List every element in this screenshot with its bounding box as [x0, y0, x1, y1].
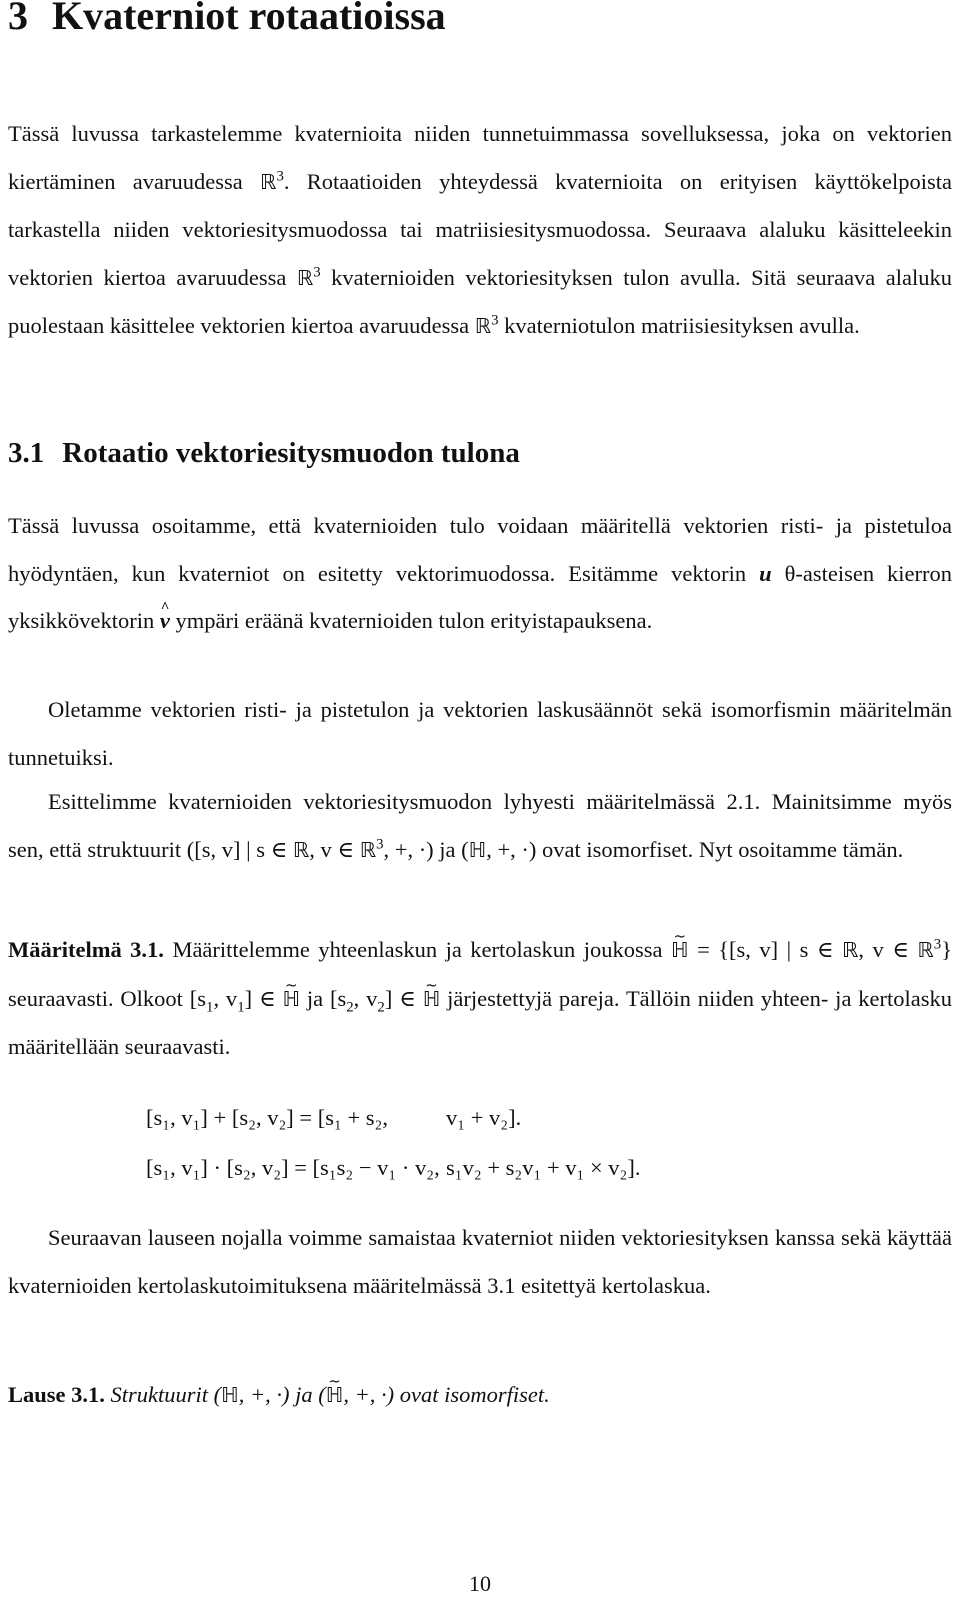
quaternion-tilde-symbol: ~ ℍ: [423, 976, 441, 1024]
paragraph-3: [8, 778, 952, 874]
def-text-7: ja [s: [300, 985, 347, 1011]
p3-mid: , v ∈: [309, 836, 360, 862]
chapter-number: 3: [8, 0, 28, 38]
thm-text-2: , +, ·) ja (: [238, 1382, 326, 1407]
intro-paragraph: [8, 110, 952, 351]
reals-symbol: ℝ: [359, 837, 377, 862]
reals-symbol: ℝ: [296, 265, 314, 290]
p1-text-1: Tässä luvussa osoitamme, että kvaternioiden tulo voidaan määritellä vektorien risti- ja pistetuloa hyödyntäen, kun kvaterniot on esitetty vektorimuodossa. Esitämme vektorin: [8, 513, 952, 586]
p3-ops-2: , +, ·) ovat isomorfiset. Nyt osoitamme tämän.: [486, 836, 904, 862]
quaternion-symbol: ℍ: [221, 1383, 239, 1407]
unit-vector-v: ^ v: [160, 597, 170, 645]
paragraph-4: Seuraavan lauseen nojalla voimme samaistaa kvaterniot niiden vektoriesityksen kanssa sekä käyttää kvaternioiden kertolaskutoimituksena määritelmässä 3.1 esitettyä kertolaskua.: [8, 1225, 952, 1298]
def-text-5: , v: [213, 985, 238, 1011]
quaternion-tilde-symbol: ~ ℍ: [671, 927, 689, 975]
exponent: 3: [933, 936, 942, 953]
definition-label: Määritelmä 3.1.: [8, 937, 164, 962]
thm-text-1: Struktuurit (: [110, 1382, 222, 1407]
definition-3-1: Määritelmä 3.1. Määrittelemme yhteenlaskun ja kertolaskun joukossa ~ ℍ = {[s, v] | s ∈ ℝ, v ∈ ℝ$^3$} seuraavasti. Olkoot [$s_1$, $v_1$] ∈ ~ ℍ ja [$s_2$, $v_2$] ∈ ~ ℍ järjestettyjä pareja. Tällöin niiden yhteen- ja kertolasku määritellään seuraavasti.: [8, 926, 952, 1071]
def-text-1: Määrittelemme yhteenlaskun ja kertolaskun joukossa: [172, 937, 671, 962]
vector-u: u: [759, 560, 772, 586]
reals-symbol: ℝ: [474, 314, 492, 338]
def-text-5: , v: [353, 985, 378, 1011]
equation-multiplication: [146, 1153, 641, 1183]
def-text-8: ] ∈: [384, 985, 423, 1011]
paragraph-2: Oletamme vektorien risti- ja pistetulon ja vektorien laskusäännöt sekä isomorfismin määritelmän tunnetuiksi.: [8, 697, 952, 770]
equation-2-lhs: [s₁, v₁] · [s₂, v₂] = [s₁s₂ − v₁ · v₂,: [146, 1155, 440, 1180]
def-text-9: järjestettyjä pareja. Tällöin niiden yhteen- ja kertolasku määritellään seuraavasti.: [8, 985, 953, 1059]
theorem-label: Lause 3.1.: [8, 1382, 105, 1407]
def-text-4: } seuraavasti. Olkoot [s: [8, 937, 953, 1011]
intro-text-1: Tässä luvussa tarkastelemme kvaternioita niiden tunnetuimmassa sovelluksessa, joka on vektorien kiertäminen avaruudessa: [8, 121, 952, 194]
def-text-2: = {[s, v] | s ∈: [688, 937, 843, 962]
exponent: 3: [376, 836, 384, 852]
def-text-3: , v ∈: [858, 937, 918, 962]
section-title: Rotaatio vektoriesitysmuodon tulona: [62, 437, 520, 469]
def-text-6: ] ∈: [244, 985, 283, 1011]
equation-addition: [146, 1103, 521, 1133]
intro-text-2: . Rotaatioiden yhteydessä kvaternioita on erityisen käyttökelpoista tarkastella niiden vektoriesitysmuodossa tai matriisiesitysmuodossa. Seuraava alaluku käsitteleekin vektorien kiertoa avaruudessa: [8, 168, 952, 290]
reals-symbol: ℝ: [917, 938, 934, 962]
chapter-title: Kvaterniot rotaatioissa: [52, 0, 446, 38]
p1-text-2: θ-asteisen kierron yksikkövektorin: [8, 560, 953, 633]
reals-symbol: ℝ: [842, 938, 859, 962]
p1-text-3: ympäri eräänä kvaternioiden tulon erityistapauksena.: [169, 608, 653, 633]
chapter-heading: [8, 0, 446, 38]
quaternion-symbol: ℍ: [468, 837, 487, 862]
page-number: 10: [469, 1571, 491, 1596]
exponent: 3: [313, 264, 321, 280]
p3-text-1: Esittelimme kvaternioiden vektoriesitysmuodon lyhyesti määritelmässä 2.1. Mainitsimme myös sen, että struktuurit (: [8, 789, 952, 862]
paragraph-1: [8, 502, 952, 645]
quaternion-tilde-symbol: ~ ℍ: [326, 1372, 344, 1420]
p3-ops: , +, ·) ja (: [383, 836, 469, 862]
intro-text-4: kvaterniotulon matriisiesityksen avulla.: [498, 313, 860, 338]
quaternion-tilde-symbol: ~ ℍ: [282, 976, 300, 1024]
equation-1-lhs: [s₁, v₁] + [s₂, v₂] = [s₁ + s₂,: [146, 1105, 388, 1130]
p3-set: [s, v] | s ∈: [194, 836, 293, 862]
reals-symbol: ℝ: [292, 837, 310, 862]
theorem-3-1: [8, 1371, 952, 1420]
section-number: 3.1: [8, 437, 45, 469]
thm-text-3: , +, ·) ovat isomorfiset.: [343, 1382, 550, 1407]
section-heading: [8, 436, 520, 470]
equation-1-rhs: v₁ + v₂].: [446, 1105, 522, 1130]
reals-symbol: ℝ: [260, 169, 277, 194]
intro-text-3: kvaternioiden vektoriesityksen tulon avulla. Sitä seuraava alaluku puolestaan käsittelee vektorien kiertoa avaruudessa: [8, 264, 952, 338]
exponent: 3: [276, 168, 284, 184]
equation-2-rhs: s₁v₂ + s₂v₁ + v₁ × v₂].: [446, 1155, 641, 1180]
exponent: 3: [491, 312, 499, 329]
